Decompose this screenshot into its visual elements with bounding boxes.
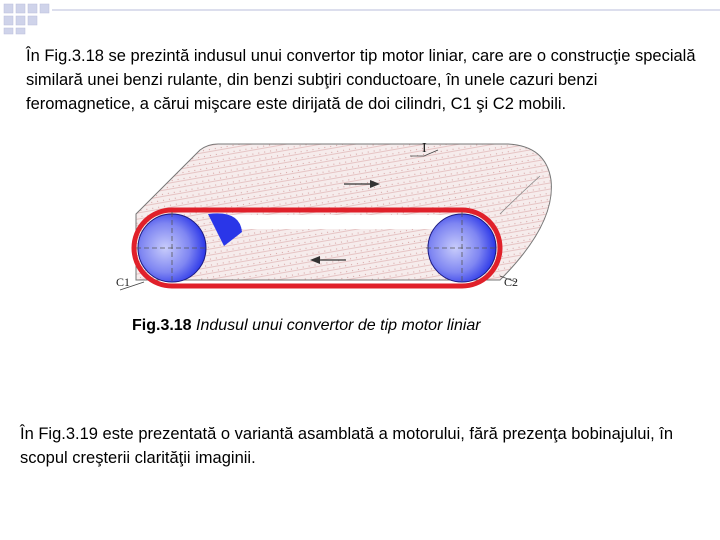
label-c1: C1 [116, 275, 131, 289]
corner-decoration [0, 0, 720, 36]
caption-number: Fig.3.18 [132, 317, 192, 334]
second-paragraph: În Fig.3.19 este prezentată o variantă asamblată a motorului, fără prezenţa bobinajului, în scopul creşterii clarităţii imaginii. [20, 425, 674, 467]
intro-paragraph: În Fig.3.18 se prezintă indusul unui convertor tip motor liniar, care are o construcţie specială similară unei benzi rulante, din benzi subţiri conductoare, în unele cazuri benzi feromagnetice, a cărui mişcare este dirijată de doi cilindri, C1 şi C2 mobili. [26, 47, 696, 113]
figure-caption [132, 316, 592, 336]
belt-figure [108, 136, 568, 306]
caption-title: Indusul unui convertor de tip motor liniar [196, 317, 481, 334]
belt-inner-gap [218, 215, 458, 229]
label-i: I [422, 141, 427, 156]
label-c2: C2 [504, 275, 519, 289]
